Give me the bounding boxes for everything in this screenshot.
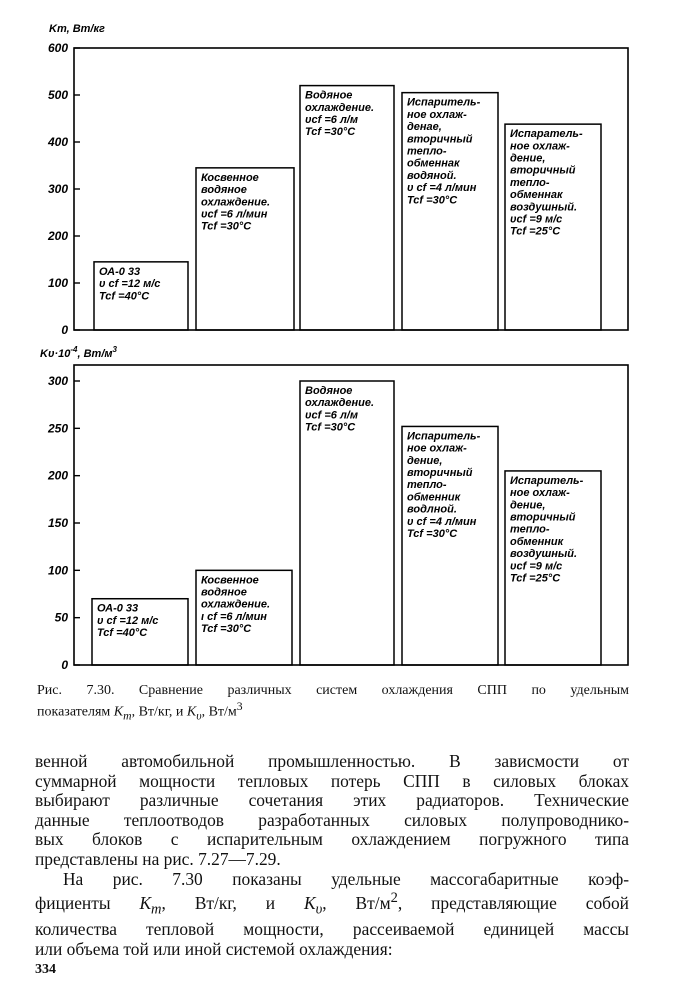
paragraph-1-line-2: суммарной мощности тепловых потерь СПП в силовых блоках: [35, 770, 629, 791]
paragraph-2-line-1: На рис. 7.30 показаны удельные массогабаритные коэф-: [63, 868, 629, 889]
chart1-tick-label-100: 100: [47, 276, 68, 290]
chart2-tick-label-100: 100: [47, 563, 68, 578]
body-text: [35, 752, 629, 959]
chart2-bar-1-label: ОА-0 33 υ cf =12 м/с Tcf =40°C: [97, 602, 159, 640]
chart2-bar-5-label: Испаритель-ное охлаж-дение, вторичный тепло-обменник воздушный. υcf =9 м/с Tcf =25°C: [510, 474, 584, 585]
paragraph-1-line-5: вых блоков с испарительным охлаждением погружного типа: [35, 829, 629, 850]
chart1-tick-label-0: 0: [61, 323, 68, 337]
caption-line-2: показателям $K_m$, Вт/кг, и $K_\upsilon$, $Вт/м^3$: [37, 700, 243, 723]
chart1-bar-4-label: Испаритель-ное охлаж-денае, вторичный тепло-обменнак водяной. υ cf =4 л/мин Tcf =30°C: [407, 96, 481, 207]
paragraph-2-line-2: фициенты $K_m$, Вт/кг, и $K_\upsilon$, $Вт/м^2$, представляющие собой: [35, 890, 629, 918]
chart2-bar-4-label: Испаритель-ное охлаж-дение, вторичный тепло-обменник водлной. υ cf =4 л/мин Tcf =30°C: [407, 430, 481, 541]
chart1-tick-label-300: 300: [47, 182, 68, 196]
chart2-tick-label-250: 250: [47, 421, 68, 436]
chart2-tick-label-50: 50: [54, 610, 68, 625]
chart1-y-ticks: [47, 41, 80, 337]
page-number: 334: [35, 962, 56, 977]
chart2-tick-label-0: 0: [61, 658, 68, 672]
chart2-bar-2-label: Косвенное водяное охлаждение. ι cf =6 л/мин Tcf =30°C: [201, 574, 271, 636]
chart1-bar-5-label: Испаратель-ное охлаж-дение, вторичный тепло-обменнак воздушный. υcf =9 м/с Tcf =25°C: [510, 128, 583, 238]
paragraph-2-line-4: или объема той или иной системой охлаждения:: [35, 938, 393, 959]
chart2-tick-label-150: 150: [47, 516, 68, 530]
chart1-tick-label-600: 600: [47, 41, 68, 55]
paragraph-1-line-3: выбирают различные сочетания этих радиаторов. Технические: [35, 790, 629, 811]
paragraph-1-line-1: венной автомобильной промышленностью. В зависмости от: [35, 751, 629, 771]
chart1-bar-3-label: Водяное охлаждение. υcf =6 л/м Tcf =30°C: [305, 89, 375, 139]
chart2-tick-label-300: 300: [47, 374, 68, 388]
chart1-bars: [94, 86, 601, 330]
chart2-y-ticks: [47, 374, 80, 672]
chart1-tick-label-500: 500: [47, 88, 68, 102]
chart2-tick-label-200: 200: [47, 468, 68, 483]
chart1-bar-1-label: ОА-0 33 υ cf =12 м/с Tcf =40°C: [99, 265, 161, 303]
chart1-tick-label-400: 400: [47, 135, 68, 149]
caption-line-1: Рис. 7.30. Сравнение различных систем охлаждения СПП по удельным: [37, 683, 629, 698]
chart-km-specific-power: [47, 23, 628, 337]
paragraph-2-line-3: количества тепловой мощности, рассеиваемой единицей массы: [35, 919, 629, 940]
chart-kv-specific-power: [40, 345, 628, 672]
chart2-y-axis-label: $K\upsilon\cdot 10^{-4}$, $Вт/м^3$: [40, 345, 117, 360]
paragraph-1-line-4: данные теплоотводов разработанных силовых полупроводнико-: [35, 809, 629, 830]
chart1-bar-2-label: Косвенное водяное охлаждение. υcf =6 л/мин Tcf =30°C: [201, 171, 271, 233]
chart1-tick-label-200: 200: [47, 229, 68, 243]
figure-caption: [37, 683, 629, 724]
chart2-bars: [92, 381, 601, 665]
chart1-y-axis-label: Kт, Вт/кг: [49, 23, 105, 35]
paragraph-1-line-6: представлены на рис. 7.27—7.29.: [35, 848, 281, 869]
chart2-bar-3-label: Водяное охлаждение. υcf =6 л/м Tcf =30°C: [305, 385, 375, 434]
